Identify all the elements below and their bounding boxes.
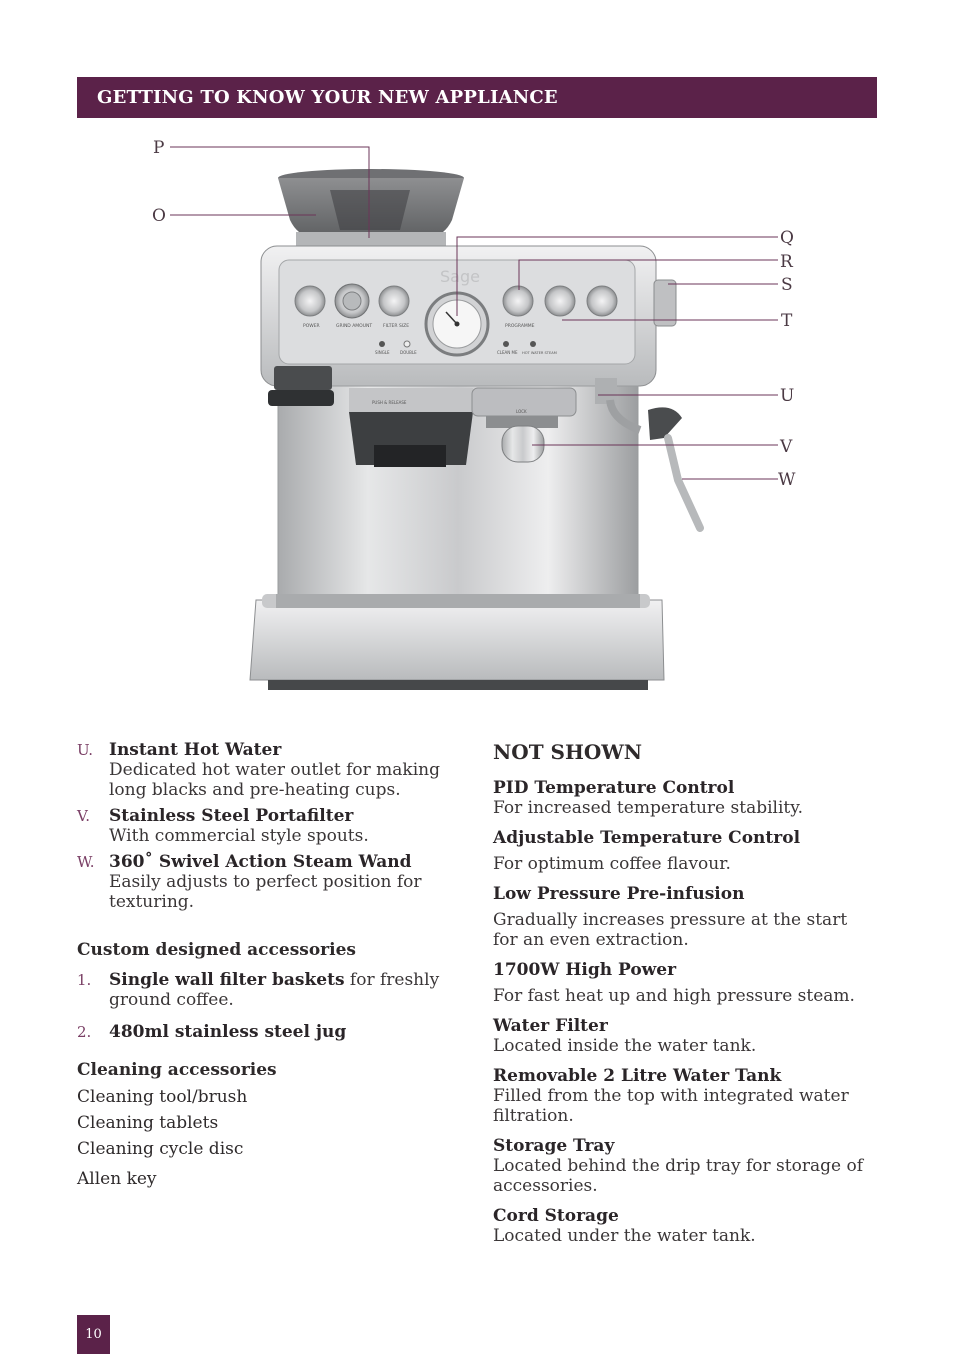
steam-dial <box>654 280 676 326</box>
part-title: Instant Hot Water <box>109 740 282 760</box>
cleaning-item: Cleaning tablets <box>77 1113 219 1133</box>
label-lock: LOCK <box>516 409 527 414</box>
two-cup-button <box>587 286 617 316</box>
part-title: Stainless Steel Portafilter <box>109 806 354 826</box>
feature-title: 1700W High Power <box>493 960 677 980</box>
feature-title: Adjustable Temperature Control <box>493 828 801 848</box>
feature-item <box>493 828 877 874</box>
svg-text:PUSH & RELEASE: PUSH & RELEASE <box>372 400 407 405</box>
feature-item <box>493 1066 877 1126</box>
accessory-marker: 1. <box>77 971 92 989</box>
filter-size-button <box>379 286 409 316</box>
cleaning-item: Cleaning cycle disc <box>77 1139 244 1159</box>
feature-title: Low Pressure Pre-infusion <box>493 884 745 904</box>
label-double: DOUBLE <box>400 350 417 355</box>
accessory-desc: for freshly ground coffee. <box>109 970 440 1010</box>
espresso-machine-diagram <box>0 120 954 720</box>
part-title: 360˚ Swivel Action Steam Wand <box>109 852 412 872</box>
programme-button <box>503 286 533 316</box>
feature-item <box>493 1016 877 1056</box>
brand-logo: Sage <box>440 267 480 286</box>
accessory-title: Single wall filter baskets <box>109 970 345 990</box>
callout-u: U <box>780 386 795 406</box>
callout-q: Q <box>780 228 794 248</box>
not-shown-heading: NOT SHOWN <box>493 740 643 764</box>
feature-desc: Located inside the water tank. <box>493 1036 757 1056</box>
part-desc: Dedicated hot water outlet for making long blacks and pre-heating cups. <box>109 760 441 800</box>
accessory-item-2 <box>77 1022 467 1042</box>
label-filter-size: FILTER SIZE <box>383 324 410 329</box>
part-item-u <box>77 740 467 800</box>
feature-item <box>493 960 877 1006</box>
page-number <box>77 1315 110 1354</box>
parts-column <box>77 740 467 1192</box>
page-number-label: 10 <box>85 1327 102 1342</box>
label-grind-amount: GRIND AMOUNT <box>336 324 373 329</box>
label-power: POWER <box>303 324 320 329</box>
feature-item <box>493 884 877 950</box>
part-desc: Easily adjusts to perfect position for texturing. <box>109 872 422 912</box>
callout-w: W <box>778 470 796 490</box>
feature-title: Cord Storage <box>493 1206 619 1226</box>
part-marker: U. <box>77 741 94 759</box>
feature-desc: For increased temperature stability. <box>493 798 803 818</box>
label-programme: PROGRAMME <box>505 324 535 329</box>
callout-p: P <box>153 138 165 158</box>
part-marker: V. <box>77 807 90 825</box>
feature-title: Storage Tray <box>493 1136 615 1156</box>
callout-r: R <box>780 252 793 272</box>
part-desc: With commercial style spouts. <box>109 826 369 846</box>
cleaning-heading: Cleaning accessories <box>77 1060 277 1080</box>
callout-t: T <box>781 311 793 331</box>
callout-o: O <box>152 206 166 226</box>
part-item-v <box>77 806 467 846</box>
feature-title: PID Temperature Control <box>493 778 735 798</box>
feature-desc: For fast heat up and high pressure steam. <box>493 986 855 1006</box>
cleaning-item: Cleaning tool/brush <box>77 1087 248 1107</box>
accessory-item-1 <box>77 970 467 1010</box>
not-shown-column <box>493 740 877 1256</box>
power-button <box>295 286 325 316</box>
feature-desc: Filled from the top with integrated water filtration. <box>493 1086 849 1126</box>
feature-item <box>493 1136 877 1196</box>
feature-item <box>493 778 877 818</box>
feature-title: Removable 2 Litre Water Tank <box>493 1066 782 1086</box>
feature-item <box>493 1206 877 1246</box>
feature-desc: Located behind the drip tray for storage of accessories. <box>493 1156 863 1196</box>
accessory-marker: 2. <box>77 1023 92 1041</box>
bean-hopper <box>278 169 464 246</box>
section-title: GETTING TO KNOW YOUR NEW APPLIANCE <box>97 87 558 108</box>
label-hot-water-steam: HOT WATER STEAM <box>522 351 557 355</box>
cleaning-item: Allen key <box>77 1169 157 1189</box>
drip-tray <box>276 594 640 608</box>
callout-v: V <box>780 437 793 457</box>
accessory-title: 480ml stainless steel jug <box>109 1022 347 1042</box>
grinder-outlet <box>268 390 334 406</box>
accessories-heading: Custom designed accessories <box>77 940 356 960</box>
one-cup-button <box>545 286 575 316</box>
feature-desc: Gradually increases pressure at the start for an even extraction. <box>493 910 848 950</box>
label-single: SINGLE <box>375 350 390 355</box>
label-clean-me: CLEAN ME <box>497 350 518 355</box>
callout-s: S <box>781 275 793 295</box>
part-marker: W. <box>77 853 95 871</box>
part-item-w <box>77 852 467 912</box>
portafilter <box>502 426 544 462</box>
feature-desc: Located under the water tank. <box>493 1226 756 1246</box>
feature-desc: For optimum coffee flavour. <box>493 854 731 874</box>
feature-title: Water Filter <box>493 1016 608 1036</box>
section-header <box>77 77 877 118</box>
